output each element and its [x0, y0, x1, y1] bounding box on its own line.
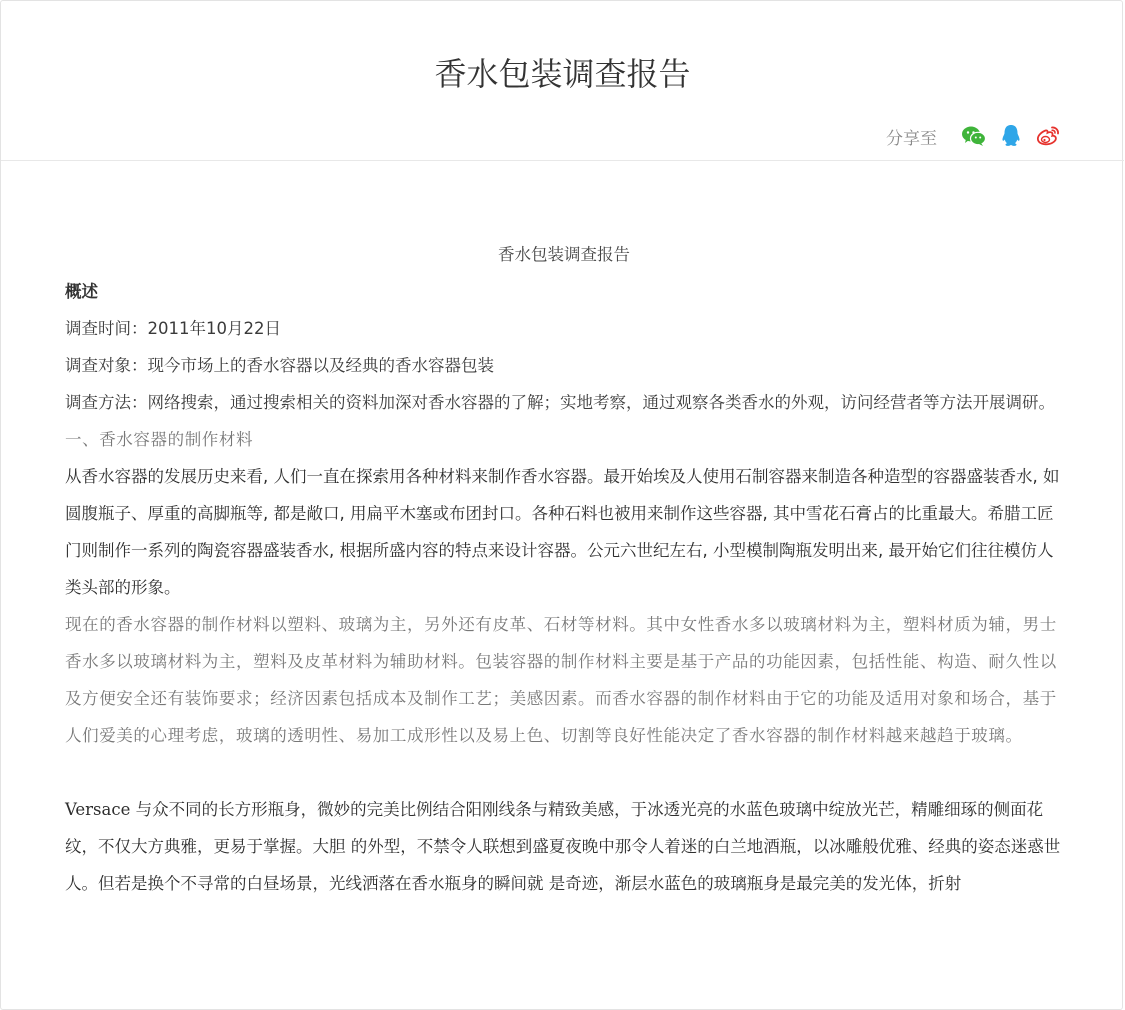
survey-object: 调查对象：现今市场上的香水容器以及经典的香水容器包装: [65, 356, 494, 375]
document-title: 香水包装调查报告: [498, 245, 630, 264]
survey-time: 调查时间：2011年10月22日: [65, 319, 281, 338]
article-body: [65, 236, 1063, 902]
share-bar: [886, 121, 1062, 151]
versace-brand: Versace: [65, 800, 131, 819]
versace-text: 与众不同的长方形瓶身，微妙的完美比例结合阳刚线条与精致美感，于冰透光亮的水蓝色玻璃中绽放光芒，精雕细琢的侧面花纹，不仅大方典雅，更易于掌握。大胆 的外型，不禁令人联想到盛夏夜晚中那令人着迷的白兰地酒瓶，以冰雕般优雅、经典的姿态迷惑世人。但若是换个不寻常的白昼场景，光线洒落在香水瓶身的瞬间就 是奇迹，渐层水蓝色的玻璃瓶身是最完美的发光体，折射: [65, 800, 1061, 893]
overview-heading: 概述: [65, 282, 98, 301]
survey-method: 调查方法：网络搜索，通过搜索相关的资料加深对香水容器的了解；实地考察，通过观察各类香水的外观，访问经营者等方法开展调研。: [65, 393, 1055, 412]
paragraph-versace: [65, 791, 1063, 902]
share-label: 分享至: [886, 128, 937, 149]
paragraph-history: 从香水容器的发展历史来看, 人们一直在探索用各种材料来制作香水容器。最开始埃及人使用石制容器来制造各种造型的容器盛装香水, 如圆腹瓶子、厚重的高脚瓶等, 都是敞口, 用扁平木塞或布团封口。各种石料也被用来制作这些容器, 其中雪花石膏占的比重最大。希腊工匠门则制作一系列的陶瓷容器盛装香水, 根据所盛内容的特点来设计容器。公元六世纪左右, 小型模制陶瓶发明出来, 最开始它们往往模仿人类头部的形象。: [65, 467, 1060, 597]
paragraph-materials: 现在的香水容器的制作材料以塑料、玻璃为主，另外还有皮革、石材等材料。其中女性香水多以玻璃材料为主，塑料材质为辅，男士香水多以玻璃材料为主，塑料及皮革材料为辅助材料。包装容器的制作材料主要是基于产品的功能因素，包括性能、构造、耐久性以及方便安全还有装饰要求；经济因素包括成本及制作工艺；美感因素。而香水容器的制作材料由于它的功能及适用对象和场合，基于人们爱美的心理考虑，玻璃的透明性、易加工成形性以及易上色、切割等良好性能决定了香水容器的制作材料越来越趋于玻璃。: [65, 615, 1057, 745]
qq-icon[interactable]: [997, 122, 1025, 150]
spacer: [65, 754, 1063, 791]
article-header: [1, 1, 1124, 161]
weibo-icon[interactable]: [1034, 122, 1062, 150]
section-one-heading: 一、香水容器的制作材料: [65, 430, 254, 449]
wechat-icon[interactable]: [960, 122, 988, 150]
page-title: 香水包装调查报告: [434, 55, 691, 93]
